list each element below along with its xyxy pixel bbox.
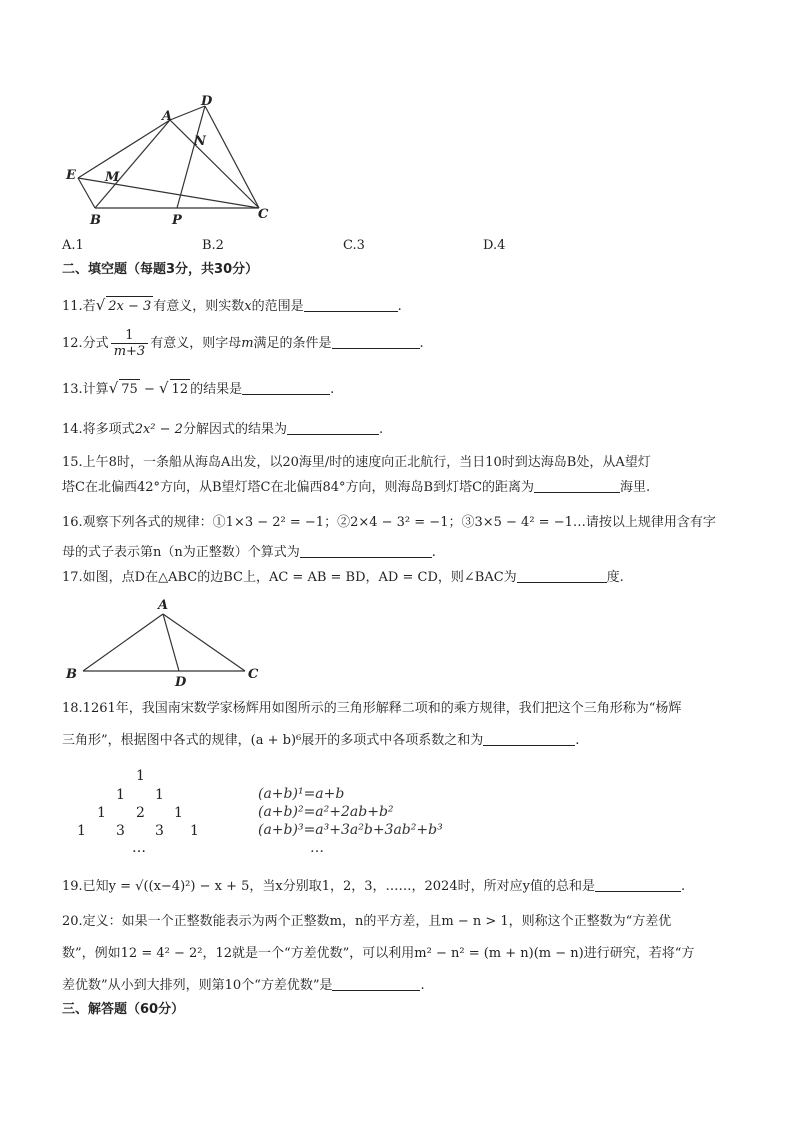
question-12: 12.分式 $\frac{1}{m+3}$ 有意义，则字母m满足的条件是 . <box>62 328 424 359</box>
question-17: 17.如图，点D在△ABC的边BC上，AC = AB = BD，AD = CD，则∠BAC为 度. <box>62 570 624 585</box>
q18-answer-blank[interactable] <box>483 731 575 746</box>
q11-tail: 的范围是 <box>251 299 304 314</box>
choice-b: B.2 <box>202 238 224 253</box>
q11-post: 有意义，则实数 <box>153 299 245 314</box>
pascal-row3-n1: 1 <box>97 805 106 821</box>
question-13: 13.计算√ 75 − √ 12 的结果是 . <box>62 378 334 400</box>
pascal-row3-n3: 1 <box>174 805 183 821</box>
segment-AC <box>163 614 245 671</box>
pascal-row4-n1: 1 <box>77 823 86 839</box>
expansion-2: (a+b)²=a²+2ab+b² <box>258 804 394 820</box>
pascal-row2-n1: 1 <box>116 787 125 803</box>
label-P: P <box>172 213 182 228</box>
question-15-line-2: 塔C在北偏西42°方向，从B望灯塔C在北偏西84°方向，则海岛B到灯塔C的距离为 海里. <box>62 480 651 495</box>
q14-expression: 2x² − 2 <box>134 422 183 437</box>
choice-a: A.1 <box>62 238 84 253</box>
q11-answer-blank[interactable] <box>304 297 398 312</box>
question-16-line-1: 16.观察下列各式的规律：①1×3 − 2² = −1；②2×4 − 3² = −1；③3×5 − 4² = −1…请按以上规律用含有字 <box>62 515 716 530</box>
label-B: B <box>90 213 101 228</box>
q11-var: x <box>244 299 252 314</box>
question-20-line-1: 20.定义：如果一个正整数能表示为两个正整数m，n的平方差，且m − n > 1，则称这个正整数为“方差优 <box>62 914 672 929</box>
q13-answer-blank[interactable] <box>242 380 330 395</box>
question-20-line-3: 差优数”从小到大排列，则第10个“方差优数”是 . <box>62 978 425 993</box>
question-14: 14.将多项式2x² − 2分解因式的结果为 . <box>62 422 384 437</box>
label-D: D <box>201 94 213 109</box>
expansion-3: (a+b)³=a³+3a²b+3ab²+b³ <box>258 822 443 838</box>
segment-PD <box>177 106 205 208</box>
choice-d: D.4 <box>483 238 506 253</box>
segment-BA <box>83 614 163 671</box>
question-16-line-2: 母的式子表示第n（n为正整数）个算式为 . <box>62 545 436 560</box>
segment-EA <box>78 120 170 178</box>
pascal-row4-n3: 3 <box>155 823 164 839</box>
label-A: A <box>162 109 173 124</box>
label-A: A <box>158 598 169 613</box>
q20-answer-blank[interactable] <box>332 976 420 991</box>
question-11: 11.若√ 2x − 3 有意义，则实数x的范围是 . <box>62 295 402 317</box>
q19-answer-blank[interactable] <box>595 877 681 892</box>
segment-AC <box>170 120 259 208</box>
question-20-line-2: 数”，例如12 = 4² − 2²，12就是一个“方差优数”，可以利用m² − n² = (m + n)(m − n)进行研究，若将“方 <box>62 946 695 961</box>
section-2-title: 二、填空题（每题3分，共30分） <box>62 262 259 277</box>
question-15-line-1: 15.上午8时，一条船从海岛A出发，以20海里/时的速度向正北航行，当日10时到达海岛B处，从A望灯 <box>62 455 651 470</box>
triangle-figure-2 <box>62 596 272 688</box>
q15-answer-blank[interactable] <box>534 478 620 493</box>
q17-answer-blank[interactable] <box>517 568 607 583</box>
label-D: D <box>175 675 187 688</box>
segment-DC <box>205 106 259 208</box>
pascal-row1-n1: 1 <box>136 768 145 784</box>
segment-AD <box>163 614 179 671</box>
q12-pre: 12.分式 <box>62 336 109 351</box>
geometry-figure-1 <box>62 90 272 230</box>
segment-AD <box>170 106 205 120</box>
pascal-row4-n4: 1 <box>190 823 199 839</box>
expansion-1: (a+b)¹=a+b <box>258 786 345 802</box>
question-18-line-1: 18.1261年，我国南宋数学家杨辉用如图所示的三角形解释二项和的乘方规律，我们把这个三角形称为“杨辉 <box>62 701 682 716</box>
q16-answer-blank[interactable] <box>300 543 432 558</box>
segment-BA <box>95 120 170 208</box>
label-C: C <box>248 667 259 682</box>
q12-fraction: $\frac{1}{m+3}$ <box>111 328 149 359</box>
q11-pre: 11.若 <box>62 299 96 314</box>
label-N: N <box>194 134 206 149</box>
label-C: C <box>258 207 269 222</box>
pascal-row2-n2: 1 <box>155 787 164 803</box>
label-B: B <box>66 667 77 682</box>
section-3-title: 三、解答题（60分） <box>62 1002 185 1017</box>
q14-answer-blank[interactable] <box>287 420 379 435</box>
q12-post: 有意义，则字母 <box>150 336 242 351</box>
q11-radicand: 2x − 3 <box>106 296 153 317</box>
pascal-dots: … <box>132 840 146 856</box>
question-19: 19.已知y = √((x−4)²) − x + 5，当x分别取1，2，3，……，2024时，所对应y值的总和是 . <box>62 879 686 894</box>
label-M: M <box>105 170 120 185</box>
label-E: E <box>66 168 76 183</box>
choice-c: C.3 <box>343 238 365 253</box>
q12-answer-blank[interactable] <box>332 334 420 349</box>
pascal-row4-n2: 3 <box>116 823 125 839</box>
segment-EB <box>78 178 95 208</box>
pascal-row3-n2: 2 <box>136 805 145 821</box>
expansion-dots: … <box>310 840 324 856</box>
question-18-line-2: 三角形”，根据图中各式的规律，(a + b)⁶展开的多项式中各项系数之和为 . <box>62 733 580 748</box>
